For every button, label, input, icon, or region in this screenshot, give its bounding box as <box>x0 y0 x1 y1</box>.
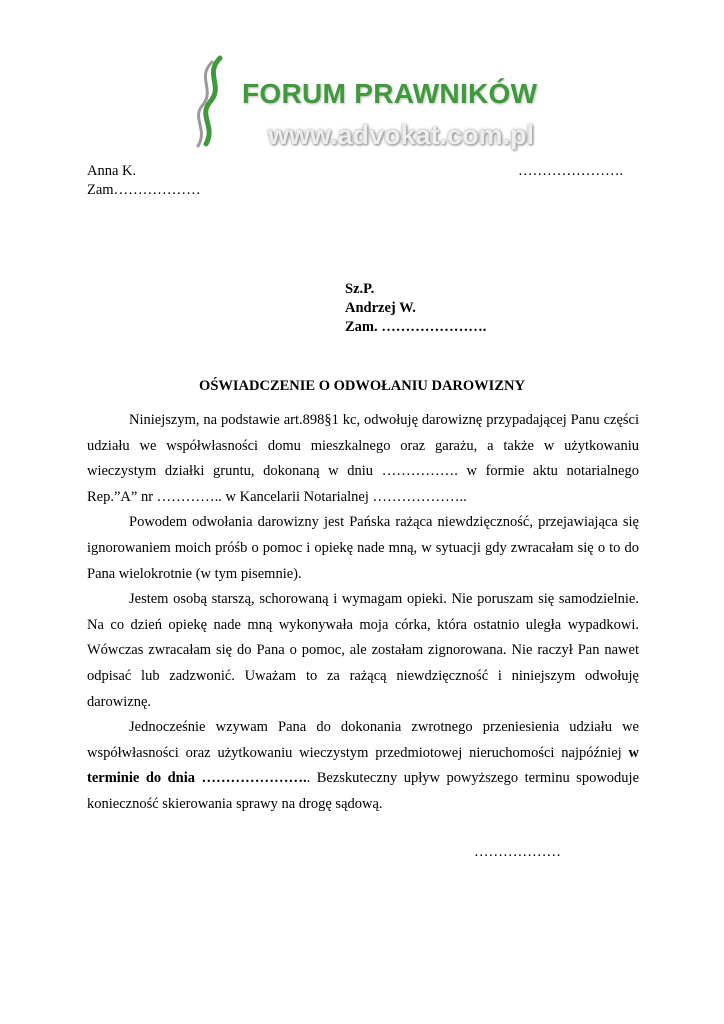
sender-name: Anna K. <box>87 163 137 179</box>
signature-placeholder: ……………… <box>474 844 561 860</box>
recipient-address: Zam. …………………. <box>345 319 487 335</box>
demand-text-start: Jednocześnie wzywam Pana do dokonania zwrotnego przeniesienia udziału we współwłasności oraz użytkowaniu wieczystym przedmiotowej nieruchomości najpóźniej <box>87 719 639 761</box>
recipient-salutation: Sz.P. <box>345 281 375 297</box>
demand-deadline: w terminie do dnia …………………. <box>87 744 639 787</box>
recipient-name: Andrzej W. <box>345 300 416 316</box>
forum-prawnikow-logo <box>190 52 540 162</box>
sender-address: Zam……………… <box>87 182 201 198</box>
demand-text-end: . Bezskuteczny upływ powyższego terminu spowoduje konieczność skierowania sprawy na drogę sądową. <box>87 770 640 812</box>
logo-url: www.advokat.com.pl <box>268 120 535 150</box>
swirl-logo-icon <box>190 52 240 152</box>
paragraph-legal-basis: Niniejszym, na podstawie art.898§1 kc, odwołuję darowiznę przypadającej Panu części udziału we współwłasności domu mieszkalnego oraz garażu, a także w użytkowaniu wieczystym działki gruntu, dokonaną w dniu ……………. w formie aktu notarialnego Rep.”A” nr ………….. w Kancelarii Notarialnej ……………….. <box>87 412 639 505</box>
paragraph-reason: Powodem odwołania darowizny jest Pańska rażąca niewdzięczność, przejawiająca się ignorowaniem moich próśb o pomoc i opiekę nade mną, w sytuacji gdy zwracałam się o to do Pana wielokrotnie (w tym pisemnie). <box>87 514 639 582</box>
paragraph-circumstances: Jestem osobą starszą, schorowaną i wymagam opieki. Nie poruszam się samodzielnie. Na co dzień opiekę nade mną wykonywała moja córka, która ostatnio uległa wypadkowi. Wówczas zwracałam się do Pana o pomoc, ale zostałam zignorowana. Nie raczył Pan nawet odpisać lub zadzwonić. Uważam to za rażącą niewdzięczność i niniejszym odwołuję darowiznę. <box>87 591 639 710</box>
date-placeholder: …………………. <box>518 163 624 179</box>
document-title: OŚWIADCZENIE O ODWOŁANIU DAROWIZNY <box>199 378 525 394</box>
logo-title: FORUM PRAWNIKÓW <box>242 78 538 109</box>
document-body <box>87 408 639 818</box>
paragraph-demand <box>87 715 639 817</box>
